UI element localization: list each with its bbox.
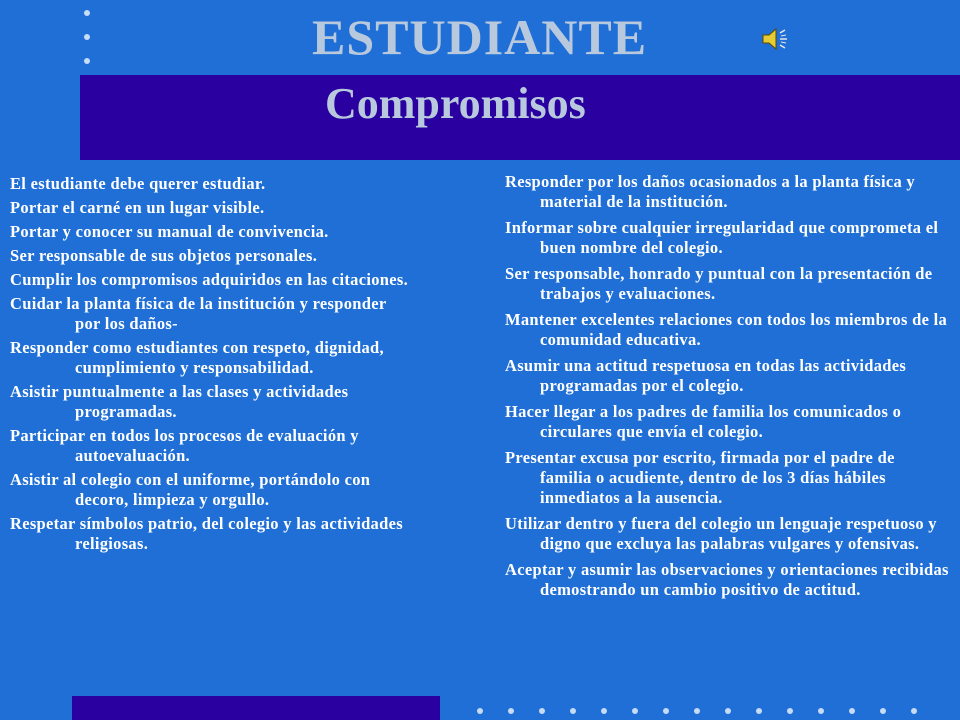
commitments-list-left — [10, 174, 410, 558]
decorative-dots-horizontal — [477, 708, 917, 714]
decorative-dot — [725, 708, 731, 714]
slide-subtitle: Compromisos — [325, 79, 586, 128]
decorative-dot — [849, 708, 855, 714]
decorative-dot — [601, 708, 607, 714]
decorative-dot — [663, 708, 669, 714]
list-item: Utilizar dentro y fuera del colegio un lenguaje respetuoso y digno que excluya las palabras vulgares y ofensivas. — [505, 514, 937, 553]
decorative-dot — [84, 10, 90, 16]
list-item: Responder por los daños ocasionados a la planta física y material de la institución. — [505, 172, 915, 211]
list-item: Hacer llegar a los padres de familia los comunicados o circulares que envía el colegio. — [505, 402, 902, 441]
list-item: Responder como estudiantes con respeto, dignidad, cumplimiento y responsabilidad. — [10, 338, 384, 377]
list-item: Asistir al colegio con el uniforme, portándolo con decoro, limpieza y orgullo. — [10, 470, 371, 509]
list-item: Ser responsable de sus objetos personales. — [10, 246, 318, 265]
decorative-dot — [694, 708, 700, 714]
decorative-dot — [787, 708, 793, 714]
decorative-dot — [539, 708, 545, 714]
decorative-dot — [911, 708, 917, 714]
list-item: Aceptar y asumir las observaciones y orientaciones recibidas demostrando un cambio positivo de actitud. — [505, 560, 949, 599]
decorative-dots-vertical — [84, 10, 92, 82]
list-item: Asistir puntualmente a las clases y actividades programadas. — [10, 382, 349, 421]
commitments-list-right — [505, 172, 950, 606]
decorative-dot — [84, 34, 90, 40]
list-item: Presentar excusa por escrito, firmada por el padre de familia o acudiente, dentro de los 3 días hábiles inmediatos a la ausencia. — [505, 448, 895, 507]
list-item: Ser responsable, honrado y puntual con la presentación de trabajos y evaluaciones. — [505, 264, 933, 303]
decorative-dot — [880, 708, 886, 714]
decorative-dot — [570, 708, 576, 714]
footer-band — [72, 696, 440, 720]
list-item: Portar y conocer su manual de convivencia. — [10, 222, 329, 241]
list-item: Cuidar la planta física de la institución y responder por los daños- — [10, 294, 387, 333]
decorative-dot — [477, 708, 483, 714]
speaker-icon[interactable] — [760, 24, 790, 54]
decorative-dot — [818, 708, 824, 714]
list-item: El estudiante debe querer estudiar. — [10, 174, 266, 193]
list-item: Portar el carné en un lugar visible. — [10, 198, 265, 217]
decorative-dot — [508, 708, 514, 714]
list-item: Cumplir los compromisos adquiridos en las citaciones. — [10, 270, 409, 289]
slide-title: ESTUDIANTE — [312, 9, 648, 65]
list-item: Respetar símbolos patrio, del colegio y las actividades religiosas. — [10, 514, 403, 553]
decorative-dot — [84, 58, 90, 64]
decorative-dot — [632, 708, 638, 714]
list-item: Informar sobre cualquier irregularidad que comprometa el buen nombre del colegio. — [505, 218, 939, 257]
list-item: Asumir una actitud respetuosa en todas las actividades programadas por el colegio. — [505, 356, 907, 395]
decorative-dot — [756, 708, 762, 714]
list-item: Participar en todos los procesos de evaluación y autoevaluación. — [10, 426, 359, 465]
list-item: Mantener excelentes relaciones con todos los miembros de la comunidad educativa. — [505, 310, 948, 349]
